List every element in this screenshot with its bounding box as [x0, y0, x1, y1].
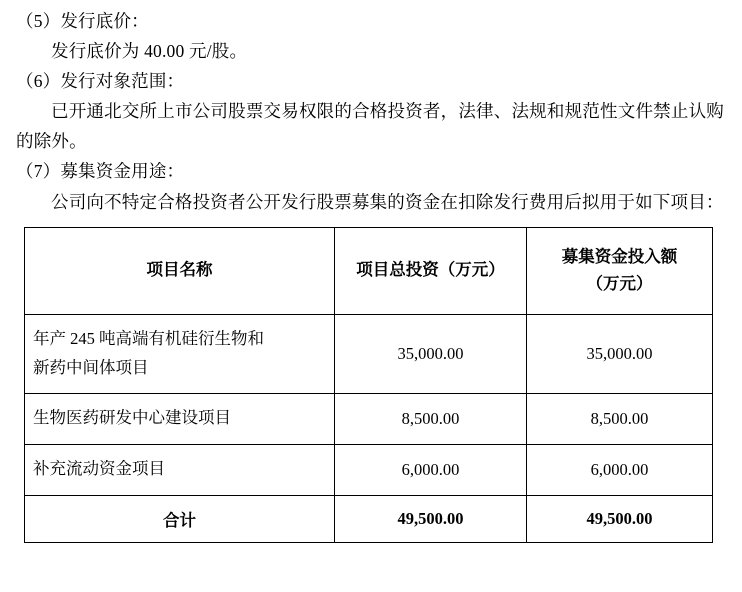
section-7-body: 公司向不特定合格投资者公开发行股票募集的资金在扣除发行费用后拟用于如下项目：	[51, 191, 724, 212]
fund-usage-table	[24, 227, 713, 543]
cell-total-investment: 6,000.00	[335, 444, 527, 495]
cell-project-name	[25, 314, 335, 393]
cell-total-label: 合计	[25, 495, 335, 542]
column-header-raised-amount-line1: 募集资金投入额	[561, 247, 678, 267]
column-header-raised-amount-line2: （万元）	[586, 273, 653, 293]
cell-total-investment: 35,000.00	[335, 314, 527, 393]
cell-raised-amount: 8,500.00	[527, 393, 713, 444]
section-6-body: 已开通北交所上市公司股票交易权限的合格投资者，法律、法规和规范性文件禁止认购的除外。	[16, 101, 724, 152]
cell-project-name: 生物医药研发中心建设项目	[25, 393, 335, 444]
section-5-body: 发行底价为 40.00 元/股。	[51, 41, 248, 62]
column-header-total-investment: 项目总投资（万元）	[335, 227, 527, 314]
table-header	[25, 227, 713, 314]
table-total-row	[25, 495, 713, 542]
project-name-line1: 年产 245 吨高端有机硅衍生物和	[33, 328, 264, 348]
table-row	[25, 393, 713, 444]
cell-total-investment: 8,500.00	[335, 393, 527, 444]
cell-total-investment-sum: 49,500.00	[335, 495, 527, 542]
project-name-line2: 新药中间体项目	[33, 357, 149, 377]
section-5-title: （5）发行底价：	[16, 11, 149, 31]
section-7-title: （7）募集资金用途：	[16, 161, 185, 182]
table-row	[25, 444, 713, 495]
cell-project-name: 补充流动资金项目	[25, 444, 335, 495]
section-6-title: （6）发行对象范围：	[16, 71, 185, 92]
table-header-row	[25, 227, 713, 314]
cell-raised-amount: 35,000.00	[527, 314, 713, 393]
table-body	[25, 314, 713, 542]
column-header-project-name: 项目名称	[25, 227, 335, 314]
cell-raised-amount-sum: 49,500.00	[527, 495, 713, 542]
column-header-raised-amount	[527, 227, 713, 314]
cell-raised-amount: 6,000.00	[527, 444, 713, 495]
table-row	[25, 314, 713, 393]
